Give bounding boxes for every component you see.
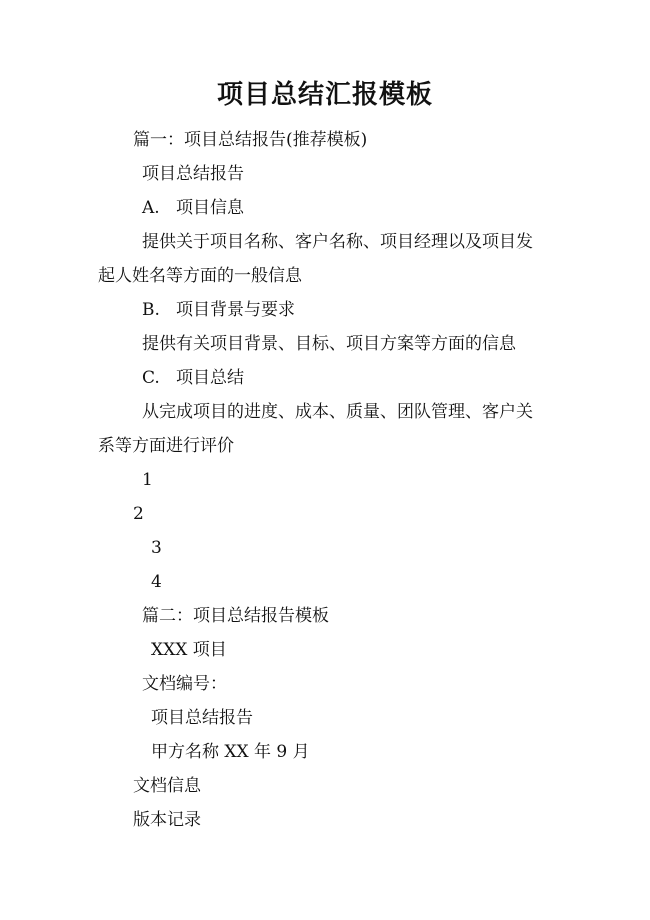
section-heading-2: 篇二：项目总结报告模板	[142, 606, 329, 626]
item-a-letter: A.	[142, 198, 160, 218]
document-number-label: 文档编号：	[142, 674, 227, 694]
item-a-heading	[142, 196, 244, 220]
report-subtitle: 项目总结报告	[142, 164, 244, 184]
item-a-desc-line-1: 提供关于项目名称、客户名称、项目经理以及项目发	[142, 232, 533, 252]
list-number-4: 4	[151, 572, 162, 592]
list-number-2: 2	[133, 504, 144, 524]
document-title: 项目总结汇报模板	[216, 80, 433, 110]
item-b-heading	[142, 298, 295, 322]
list-number-1: 1	[142, 470, 153, 490]
section-heading-1: 篇一：项目总结报告(推荐模板)	[133, 130, 368, 150]
report-name: 项目总结报告	[151, 708, 253, 728]
item-c-heading	[142, 366, 244, 390]
party-and-date: 甲方名称 XX 年 9 月	[151, 742, 310, 762]
list-number-3: 3	[151, 538, 162, 558]
item-c-desc-line-1: 从完成项目的进度、成本、质量、团队管理、客户关	[142, 402, 533, 422]
item-c-desc-line-2: 系等方面进行评价	[98, 436, 234, 456]
item-c-letter: C.	[142, 368, 160, 388]
version-record-heading: 版本记录	[133, 810, 201, 830]
item-c-text: 项目总结	[176, 368, 244, 388]
item-b-letter: B.	[142, 300, 160, 320]
item-b-desc: 提供有关项目背景、目标、项目方案等方面的信息	[142, 334, 516, 354]
item-b-text: 项目背景与要求	[176, 300, 295, 320]
project-name: XXX 项目	[151, 640, 227, 660]
document-info-heading: 文档信息	[133, 776, 201, 796]
item-a-desc-line-2: 起人姓名等方面的一般信息	[98, 266, 302, 286]
item-a-text: 项目信息	[176, 198, 244, 218]
